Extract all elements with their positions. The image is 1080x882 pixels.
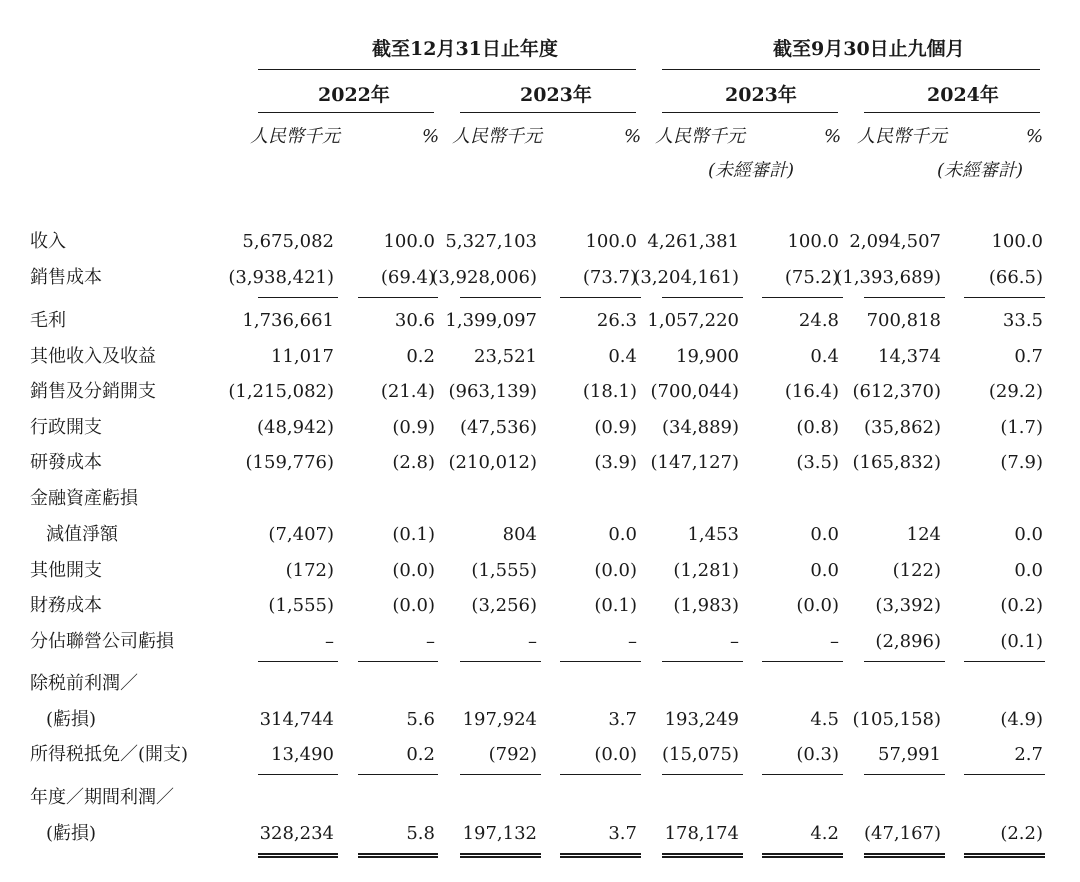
percent-cell: 3.7 [608, 823, 637, 844]
subtotal-rule [864, 297, 945, 298]
percent-cell: (0.0) [392, 595, 435, 616]
amount-cell: 1,453 [687, 524, 739, 545]
amount-cell: 5,675,082 [242, 231, 334, 252]
amount-cell: 4,261,381 [647, 231, 739, 252]
amount-cell: 13,490 [271, 744, 334, 765]
amount-cell: 1,736,661 [242, 310, 334, 331]
percent-cell: (75.2) [784, 267, 839, 288]
year-header-2023: 2023年 [520, 84, 592, 106]
amount-cell: (3,256) [471, 595, 537, 616]
percent-cell: 24.8 [798, 310, 839, 331]
amount-cell: (172) [285, 560, 334, 581]
amount-cell: 178,174 [664, 823, 739, 844]
year-header-2022: 2022年 [318, 84, 390, 106]
amount-cell: (15,075) [661, 744, 739, 765]
amount-cell: 314,744 [259, 709, 334, 730]
percent-cell: (7.9) [1000, 452, 1043, 473]
percent-cell: (66.5) [988, 267, 1043, 288]
percent-cell: 0.4 [810, 346, 839, 367]
amount-cell: (3,204,161) [633, 267, 739, 288]
amount-cell: (165,832) [852, 452, 941, 473]
percent-cell: 4.5 [810, 709, 839, 730]
row-label-associate-loss: 分佔聯營公司虧損 [30, 631, 174, 652]
percent-cell: (0.0) [594, 560, 637, 581]
amount-cell: (105,158) [852, 709, 941, 730]
row-label-other-income: 其他收入及收益 [30, 346, 156, 367]
subtotal-rule [358, 297, 438, 298]
amount-cell: 14,374 [878, 346, 941, 367]
percent-cell: (2.8) [392, 452, 435, 473]
unaudited-note: (未經審計) [708, 160, 795, 181]
percent-cell: (0.9) [594, 417, 637, 438]
unit-pct: % [624, 126, 642, 147]
percent-cell: 5.6 [406, 709, 435, 730]
percent-cell: (0.8) [796, 417, 839, 438]
percent-cell: 0.0 [1014, 560, 1043, 581]
amount-cell: (2,896) [875, 631, 941, 652]
subtotal-rule [762, 661, 843, 662]
percent-cell: 30.6 [394, 310, 435, 331]
percent-cell: 0.0 [608, 524, 637, 545]
percent-cell: 26.3 [596, 310, 637, 331]
group-underline-nine-months [662, 69, 1040, 70]
percent-cell: 0.7 [1014, 346, 1043, 367]
amount-cell: 1,399,097 [445, 310, 537, 331]
amount-cell: 1,057,220 [647, 310, 739, 331]
unit-rmb: 人民幣千元 [655, 126, 745, 147]
subtotal-rule [662, 661, 743, 662]
row-label-other-expenses: 其他開支 [30, 560, 102, 581]
amount-cell: (210,012) [448, 452, 537, 473]
percent-cell: 100.0 [383, 231, 435, 252]
year-underline [460, 112, 636, 113]
percent-cell: – [426, 631, 435, 652]
amount-cell: (48,942) [256, 417, 334, 438]
percent-cell: – [628, 631, 637, 652]
amount-cell: (47,536) [459, 417, 537, 438]
amount-cell: (612,370) [852, 381, 941, 402]
subtotal-rule [964, 297, 1045, 298]
total-double-rule [560, 853, 641, 858]
year-header-2024: 2024年 [927, 84, 999, 106]
total-double-rule [358, 853, 438, 858]
row-label-profit-for-period-cont: (虧損) [46, 823, 97, 844]
amount-cell: (122) [892, 560, 941, 581]
total-double-rule [258, 853, 338, 858]
subtotal-rule [560, 297, 641, 298]
percent-cell: 4.2 [810, 823, 839, 844]
amount-cell: 19,900 [676, 346, 739, 367]
subtotal-rule [460, 661, 541, 662]
total-double-rule [864, 853, 945, 858]
subtotal-rule [662, 774, 743, 775]
subtotal-rule [258, 774, 338, 775]
percent-cell: 0.2 [406, 744, 435, 765]
amount-cell: 5,327,103 [445, 231, 537, 252]
percent-cell: 100.0 [991, 231, 1043, 252]
percent-cell: (0.1) [594, 595, 637, 616]
row-label-cost-of-sales: 銷售成本 [30, 267, 102, 288]
row-label-impairment: 金融資產虧損 [30, 488, 138, 509]
row-label-revenue: 收入 [30, 231, 66, 252]
amount-cell: (963,139) [448, 381, 537, 402]
unaudited-note: (未經審計) [937, 160, 1024, 181]
amount-cell: (3,392) [875, 595, 941, 616]
percent-cell: (3.5) [796, 452, 839, 473]
amount-cell: 57,991 [878, 744, 941, 765]
percent-cell: 0.0 [1014, 524, 1043, 545]
percent-cell: (0.3) [796, 744, 839, 765]
row-label-profit-before-tax: 除税前利潤／ [30, 673, 138, 694]
amount-cell: 328,234 [259, 823, 334, 844]
group-header-nine-months: 截至9月30日止九個月 [773, 38, 965, 60]
subtotal-rule [258, 661, 338, 662]
row-label-profit-for-period: 年度／期間利潤／ [30, 787, 174, 808]
year-header-2023-nine-months: 2023年 [725, 84, 797, 106]
total-double-rule [964, 853, 1045, 858]
unit-rmb: 人民幣千元 [250, 126, 340, 147]
amount-cell: (1,555) [471, 560, 537, 581]
percent-cell: (0.2) [1000, 595, 1043, 616]
amount-cell: 197,132 [462, 823, 537, 844]
amount-cell: (7,407) [268, 524, 334, 545]
group-underline-year-end [258, 69, 636, 70]
subtotal-rule [358, 774, 438, 775]
subtotal-rule [762, 297, 843, 298]
subtotal-rule [560, 774, 641, 775]
amount-cell: (1,281) [673, 560, 739, 581]
percent-cell: 2.7 [1014, 744, 1043, 765]
total-double-rule [662, 853, 743, 858]
percent-cell: (0.0) [594, 744, 637, 765]
amount-cell: (700,044) [650, 381, 739, 402]
amount-cell: 23,521 [474, 346, 537, 367]
amount-cell: (159,776) [245, 452, 334, 473]
subtotal-rule [964, 661, 1045, 662]
percent-cell: (69.4) [380, 267, 435, 288]
amount-cell: (1,215,082) [228, 381, 334, 402]
row-label-income-tax: 所得税抵免／(開支) [30, 744, 189, 765]
year-underline [258, 112, 434, 113]
percent-cell: (0.0) [392, 560, 435, 581]
percent-cell: 0.0 [810, 524, 839, 545]
percent-cell: – [830, 631, 839, 652]
percent-cell: (16.4) [784, 381, 839, 402]
amount-cell: (1,393,689) [835, 267, 941, 288]
percent-cell: (3.9) [594, 452, 637, 473]
percent-cell: 0.2 [406, 346, 435, 367]
amount-cell: (35,862) [863, 417, 941, 438]
percent-cell: (0.1) [392, 524, 435, 545]
percent-cell: 3.7 [608, 709, 637, 730]
amount-cell: – [528, 631, 537, 652]
percent-cell: (0.0) [796, 595, 839, 616]
row-label-profit-before-tax-cont: (虧損) [46, 709, 97, 730]
percent-cell: 0.4 [608, 346, 637, 367]
subtotal-rule [964, 774, 1045, 775]
amount-cell: (47,167) [863, 823, 941, 844]
row-label-admin-expenses: 行政開支 [30, 417, 102, 438]
percent-cell: (0.1) [1000, 631, 1043, 652]
row-label-selling-expenses: 銷售及分銷開支 [30, 381, 156, 402]
subtotal-rule [560, 661, 641, 662]
subtotal-rule [864, 774, 945, 775]
row-label-impairment-cont: 減值淨額 [46, 524, 118, 545]
percent-cell: (2.2) [1000, 823, 1043, 844]
amount-cell: (34,889) [661, 417, 739, 438]
amount-cell: (147,127) [650, 452, 739, 473]
amount-cell: 700,818 [866, 310, 941, 331]
percent-cell: (21.4) [380, 381, 435, 402]
percent-cell: 33.5 [1002, 310, 1043, 331]
percent-cell: (73.7) [582, 267, 637, 288]
amount-cell: 11,017 [271, 346, 334, 367]
row-label-gross-profit: 毛利 [30, 310, 66, 331]
amount-cell: 804 [502, 524, 537, 545]
percent-cell: (18.1) [582, 381, 637, 402]
subtotal-rule [662, 297, 743, 298]
amount-cell: 124 [906, 524, 941, 545]
amount-cell: (792) [488, 744, 537, 765]
amount-cell: (3,928,006) [431, 267, 537, 288]
total-double-rule [762, 853, 843, 858]
total-double-rule [460, 853, 541, 858]
subtotal-rule [358, 661, 438, 662]
amount-cell: – [730, 631, 739, 652]
subtotal-rule [762, 774, 843, 775]
amount-cell: – [325, 631, 334, 652]
unit-rmb: 人民幣千元 [857, 126, 947, 147]
year-underline [864, 112, 1040, 113]
unit-pct: % [1026, 126, 1044, 147]
year-underline [662, 112, 838, 113]
percent-cell: 100.0 [787, 231, 839, 252]
amount-cell: (1,555) [268, 595, 334, 616]
percent-cell: (1.7) [1000, 417, 1043, 438]
percent-cell: (0.9) [392, 417, 435, 438]
unit-pct: % [422, 126, 440, 147]
row-label-rd-costs: 研發成本 [30, 452, 102, 473]
percent-cell: 0.0 [810, 560, 839, 581]
subtotal-rule [460, 297, 541, 298]
amount-cell: (1,983) [673, 595, 739, 616]
row-label-finance-costs: 財務成本 [30, 595, 102, 616]
amount-cell: 197,924 [462, 709, 537, 730]
amount-cell: 2,094,507 [849, 231, 941, 252]
amount-cell: 193,249 [664, 709, 739, 730]
percent-cell: 100.0 [585, 231, 637, 252]
group-header-year-end: 截至12月31日止年度 [372, 38, 558, 60]
unit-rmb: 人民幣千元 [452, 126, 542, 147]
amount-cell: (3,938,421) [228, 267, 334, 288]
subtotal-rule [460, 774, 541, 775]
percent-cell: (4.9) [1000, 709, 1043, 730]
percent-cell: (29.2) [988, 381, 1043, 402]
percent-cell: 5.8 [406, 823, 435, 844]
subtotal-rule [864, 661, 945, 662]
unit-pct: % [824, 126, 842, 147]
subtotal-rule [258, 297, 338, 298]
